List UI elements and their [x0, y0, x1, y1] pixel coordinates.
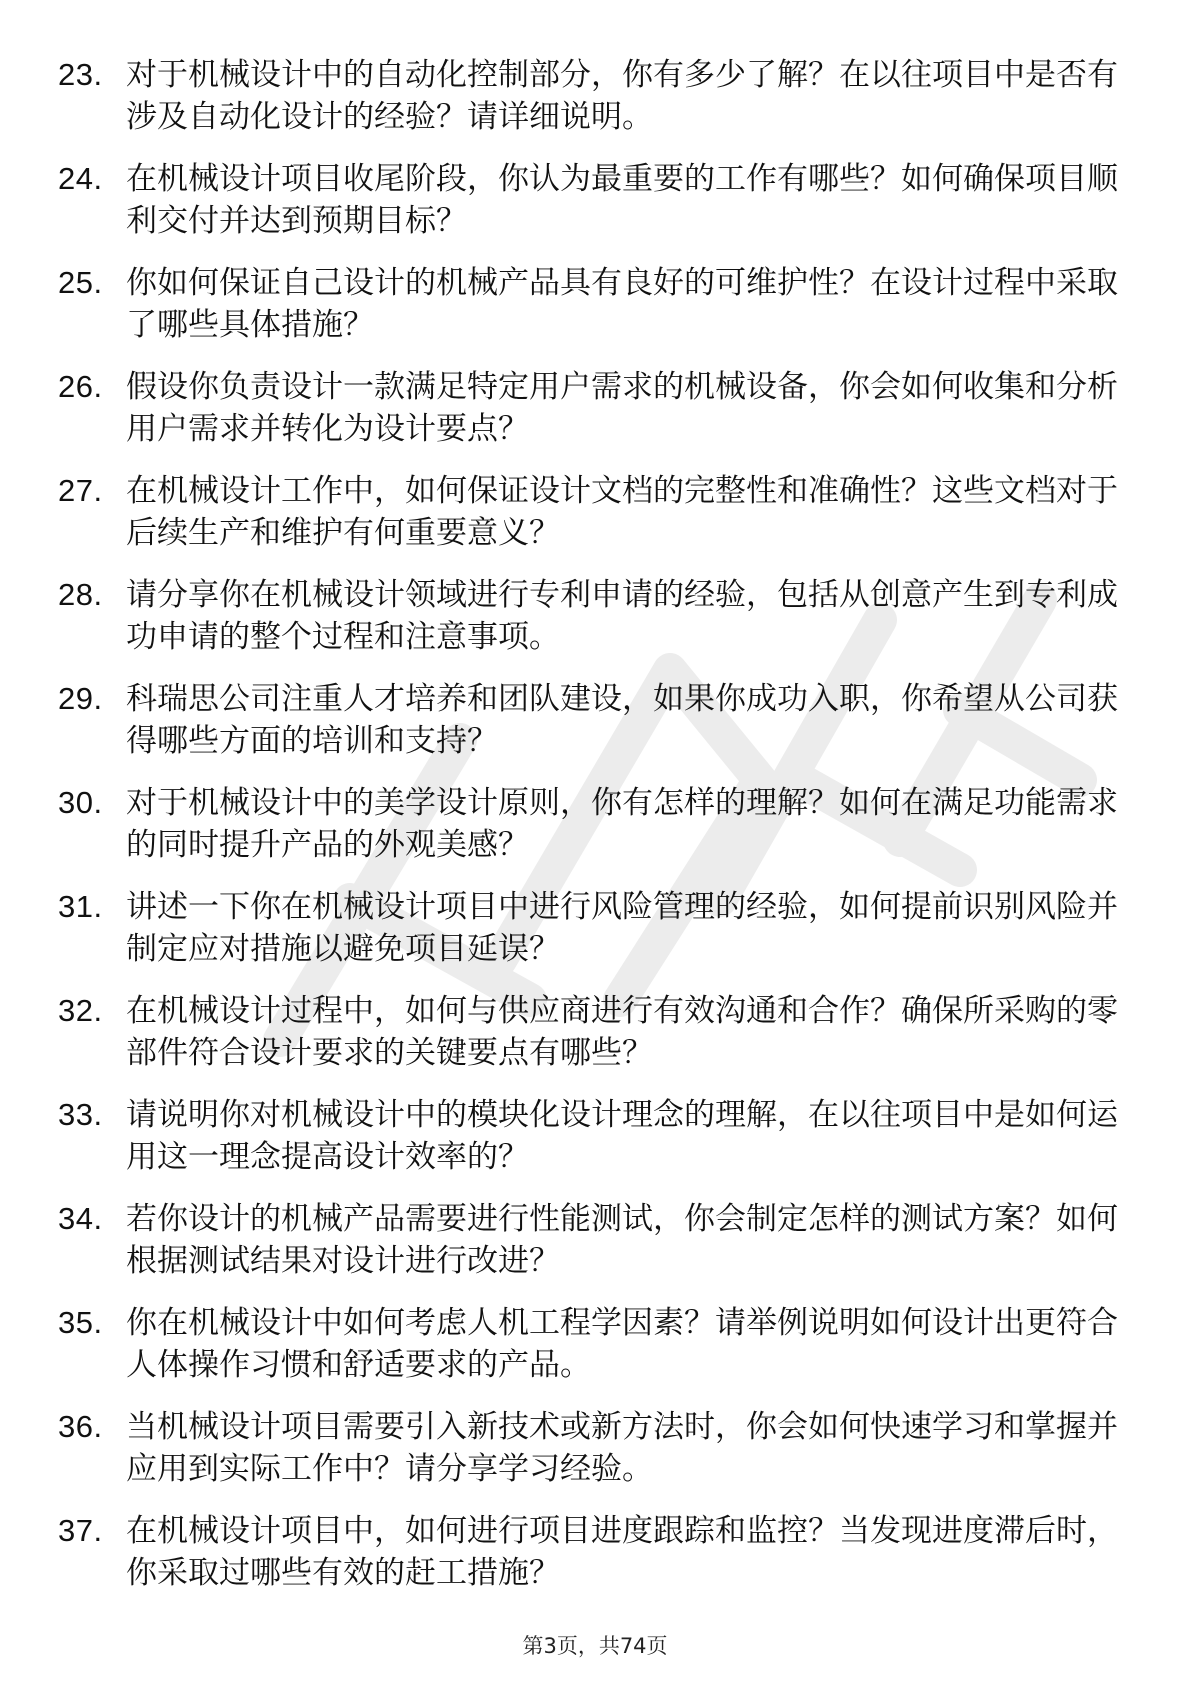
question-text: 请分享你在机械设计领域进行专利申请的经验，包括从创意产生到专利成功申请的整个过程和注意事项。 [126, 577, 1118, 655]
question-text: 在机械设计过程中，如何与供应商进行有效沟通和合作？确保所采购的零部件符合设计要求的关键要点有哪些？ [126, 993, 1118, 1071]
question-number: 30. [58, 785, 103, 820]
question-text: 对于机械设计中的美学设计原则，你有怎样的理解？如何在满足功能需求的同时提升产品的外观美感？ [126, 785, 1118, 863]
question-text: 对于机械设计中的自动化控制部分，你有多少了解？在以往项目中是否有涉及自动化设计的经验？请详细说明。 [126, 57, 1118, 135]
question-item [58, 678, 1118, 782]
question-text: 在机械设计项目收尾阶段，你认为最重要的工作有哪些？如何确保项目顺利交付并达到预期目标？ [126, 161, 1118, 239]
question-item [58, 158, 1118, 262]
question-item [58, 262, 1118, 366]
question-item [58, 1094, 1118, 1198]
question-number: 24. [58, 161, 103, 196]
question-text: 在机械设计工作中，如何保证设计文档的完整性和准确性？这些文档对于后续生产和维护有何重要意义？ [126, 473, 1118, 551]
question-number: 23. [58, 57, 103, 92]
question-item [58, 1510, 1118, 1614]
question-text: 你如何保证自己设计的机械产品具有良好的可维护性？在设计过程中采取了哪些具体措施？ [126, 265, 1118, 343]
question-number: 36. [58, 1409, 103, 1444]
question-text: 请说明你对机械设计中的模块化设计理念的理解，在以往项目中是如何运用这一理念提高设计效率的？ [126, 1097, 1118, 1175]
question-number: 27. [58, 473, 103, 508]
question-number: 29. [58, 681, 103, 716]
question-item [58, 886, 1118, 990]
question-text: 在机械设计项目中，如何进行项目进度跟踪和监控？当发现进度滞后时，你采取过哪些有效的赶工措施？ [126, 1513, 1118, 1591]
question-item [58, 1198, 1118, 1302]
question-text: 若你设计的机械产品需要进行性能测试，你会制定怎样的测试方案？如何根据测试结果对设计进行改进？ [126, 1201, 1118, 1279]
question-text: 讲述一下你在机械设计项目中进行风险管理的经验，如何提前识别风险并制定应对措施以避免项目延误？ [126, 889, 1118, 967]
question-number: 25. [58, 265, 103, 300]
question-text: 当机械设计项目需要引入新技术或新方法时，你会如何快速学习和掌握并应用到实际工作中？请分享学习经验。 [126, 1409, 1118, 1487]
question-text: 科瑞思公司注重人才培养和团队建设，如果你成功入职，你希望从公司获得哪些方面的培训和支持？ [126, 681, 1118, 759]
question-item [58, 54, 1118, 158]
question-item [58, 1302, 1118, 1406]
question-text: 假设你负责设计一款满足特定用户需求的机械设备，你会如何收集和分析用户需求并转化为设计要点？ [126, 369, 1118, 447]
question-number: 26. [58, 369, 103, 404]
question-number: 35. [58, 1305, 103, 1340]
question-number: 32. [58, 993, 103, 1028]
question-item [58, 574, 1118, 678]
question-item [58, 990, 1118, 1094]
question-number: 37. [58, 1513, 103, 1548]
question-number: 31. [58, 889, 103, 924]
question-number: 34. [58, 1201, 103, 1236]
question-item [58, 782, 1118, 886]
question-number: 28. [58, 577, 103, 612]
question-item [58, 1406, 1118, 1510]
question-list [58, 54, 1118, 1614]
question-item [58, 366, 1118, 470]
question-item [58, 470, 1118, 574]
question-text: 你在机械设计中如何考虑人机工程学因素？请举例说明如何设计出更符合人体操作习惯和舒适要求的产品。 [126, 1305, 1118, 1383]
question-number: 33. [58, 1097, 103, 1132]
page-number-footer: 第3页，共74页 [522, 1634, 668, 1658]
